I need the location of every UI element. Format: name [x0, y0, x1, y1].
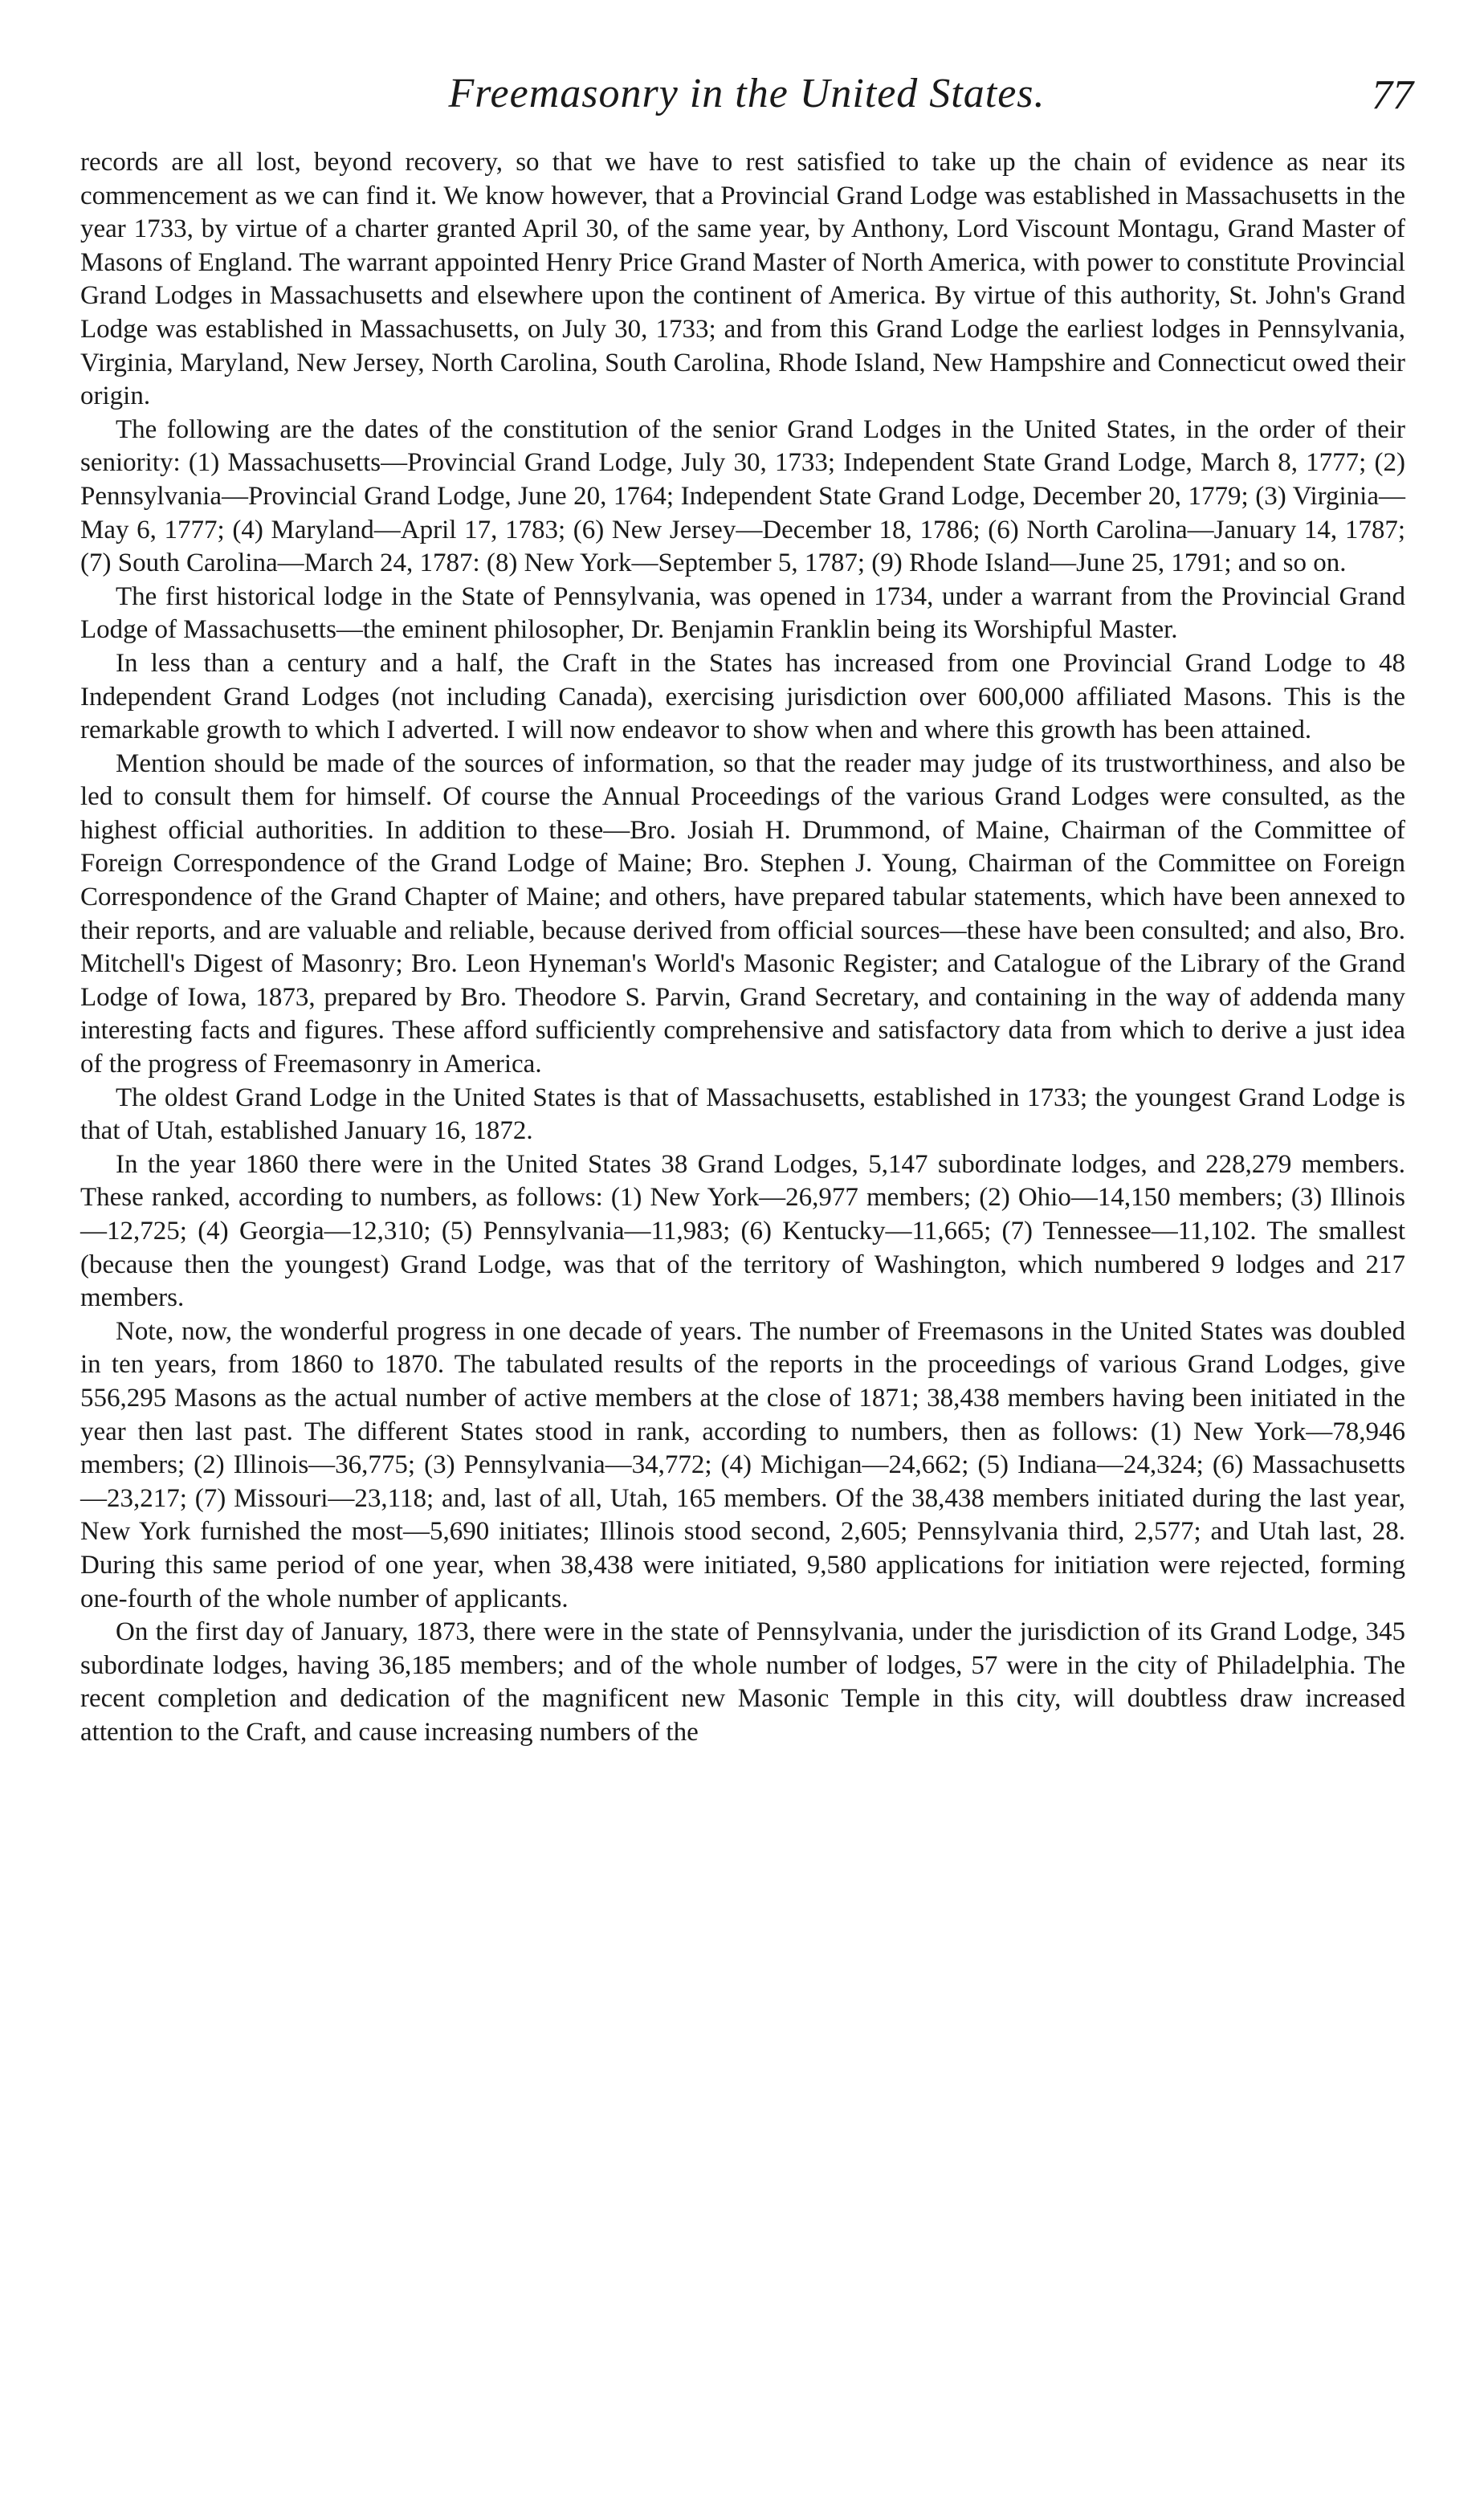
- paragraph: Mention should be made of the sources of information, so that the reader may judge of its trustworthiness, and also be led to consult them for himself. Of course the Annual Proceedings of the various Grand Lodges were consulted, as the highest official authorities. In addition to these—Bro. Josiah H. Drummond, of Maine, Chairman of the Committee of Foreign Correspondence of the Grand Lodge of Maine; Bro. Stephen J. Young, Chairman of the Committee on Foreign Correspondence of the Grand Chapter of Maine; and others, have prepared tabular statements, which have been annexed to their reports, and are valuable and reliable, because derived from official sources—these have been consulted; and also, Bro. Mitchell's Digest of Masonry; Bro. Leon Hyneman's World's Masonic Register; and Catalogue of the Library of the Grand Lodge of Iowa, 1873, prepared by Bro. Theodore S. Parvin, Grand Secretary, and containing in the way of addenda many interesting facts and figures. These afford sufficiently comprehensive and satisfactory data from which to derive a just idea of the progress of Freemasonry in America.: [80, 748, 1405, 1079]
- running-head: [80, 66, 1413, 130]
- paragraph: In less than a century and a half, the Craft in the States has increased from one Provincial Grand Lodge to 48 Independent Grand Lodges (not including Canada), exercising jurisdiction over 600,000 affiliated Masons. This is the remarkable growth to which I adverted. I will now endeavor to show when and where this growth has been attained.: [80, 648, 1405, 745]
- paragraph: On the first day of January, 1873, there were in the state of Pennsylvania, under the jurisdiction of its Grand Lodge, 345 subordinate lodges, having 36,185 members; and of the whole number of lodges, 57 were in the city of Philadelphia. The recent completion and dedication of the magnificent new Masonic Temple in this city, will doubtless draw increased attention to the Craft, and cause increasing numbers of the: [80, 1617, 1405, 1747]
- page-number: 77: [1372, 72, 1413, 118]
- body-text: [80, 146, 1405, 1750]
- paragraph: The oldest Grand Lodge in the United States is that of Massachusetts, established in 1733; the youngest Grand Lodge is that of Utah, established January 16, 1872.: [80, 1083, 1405, 1146]
- running-title: Freemasonry in the United States.: [448, 71, 1046, 116]
- paragraph: In the year 1860 there were in the United States 38 Grand Lodges, 5,147 subordinate lodges, and 228,279 members. These ranked, according to numbers, as follows: (1) New York—26,977 members; (2) Ohio—14,150 members; (3) Illinois—12,725; (4) Georgia—12,310; (5) Pennsylvania—11,983; (6) Kentucky—11,665; (7) Tennessee—11,102. The smallest (because then the youngest) Grand Lodge, was that of the territory of Washington, which numbered 9 lodges and 217 members.: [80, 1149, 1405, 1313]
- paragraph: The following are the dates of the constitution of the senior Grand Lodges in the United States, in the order of their seniority: (1) Massachusetts—Provincial Grand Lodge, July 30, 1733; Independent State Grand Lodge, March 8, 1777; (2) Pennsylvania—Provincial Grand Lodge, June 20, 1764; Independent State Grand Lodge, December 20, 1779; (3) Virginia—May 6, 1777; (4) Maryland—April 17, 1783; (6) New Jersey—December 18, 1786; (6) North Carolina—January 14, 1787; (7) South Carolina—March 24, 1787: (8) New York—September 5, 1787; (9) Rhode Island—June 25, 1791; and so on.: [80, 414, 1405, 578]
- paragraph: records are all lost, beyond recovery, so that we have to rest satisfied to take up the chain of evidence as near its commencement as we can find it. We know however, that a Provincial Grand Lodge was established in Massachusetts in the year 1733, by virtue of a charter granted April 30, of the same year, by Anthony, Lord Viscount Montagu, Grand Master of Masons of England. The warrant appointed Henry Price Grand Master of North America, with power to constitute Provincial Grand Lodges in Massachusetts and elsewhere upon the continent of America. By virtue of this authority, St. John's Grand Lodge was established in Massachusetts, on July 30, 1733; and from this Grand Lodge the earliest lodges in Pennsylvania, Virginia, Maryland, New Jersey, North Carolina, South Carolina, Rhode Island, New Hampshire and Connecticut owed their origin.: [80, 148, 1405, 411]
- paragraph: Note, now, the wonderful progress in one decade of years. The number of Freemasons in the United States was doubled in ten years, from 1860 to 1870. The tabulated results of the reports in the proceedings of various Grand Lodges, give 556,295 Masons as the actual number of active members at the close of 1871; 38,438 members having been initiated in the year then last past. The different States stood in rank, according to numbers, then as follows: (1) New York—78,946 members; (2) Illinois—36,775; (3) Pennsylvania—34,772; (4) Michigan—24,662; (5) Indiana—24,324; (6) Massachusetts—23,217; (7) Missouri—23,118; and, last of all, Utah, 165 members. Of the 38,438 members initiated during the last year, New York furnished the most—5,690 initiates; Illinois stood second, 2,605; Pennsylvania third, 2,577; and Utah last, 28. During this same period of one year, when 38,438 were initiated, 9,580 applications for initiation were rejected, forming one-fourth of the whole number of applicants.: [80, 1316, 1405, 1613]
- paragraph: The first historical lodge in the State of Pennsylvania, was opened in 1734, under a warrant from the Provincial Grand Lodge of Massachusetts—the eminent philosopher, Dr. Benjamin Franklin being its Worshipful Master.: [80, 581, 1405, 645]
